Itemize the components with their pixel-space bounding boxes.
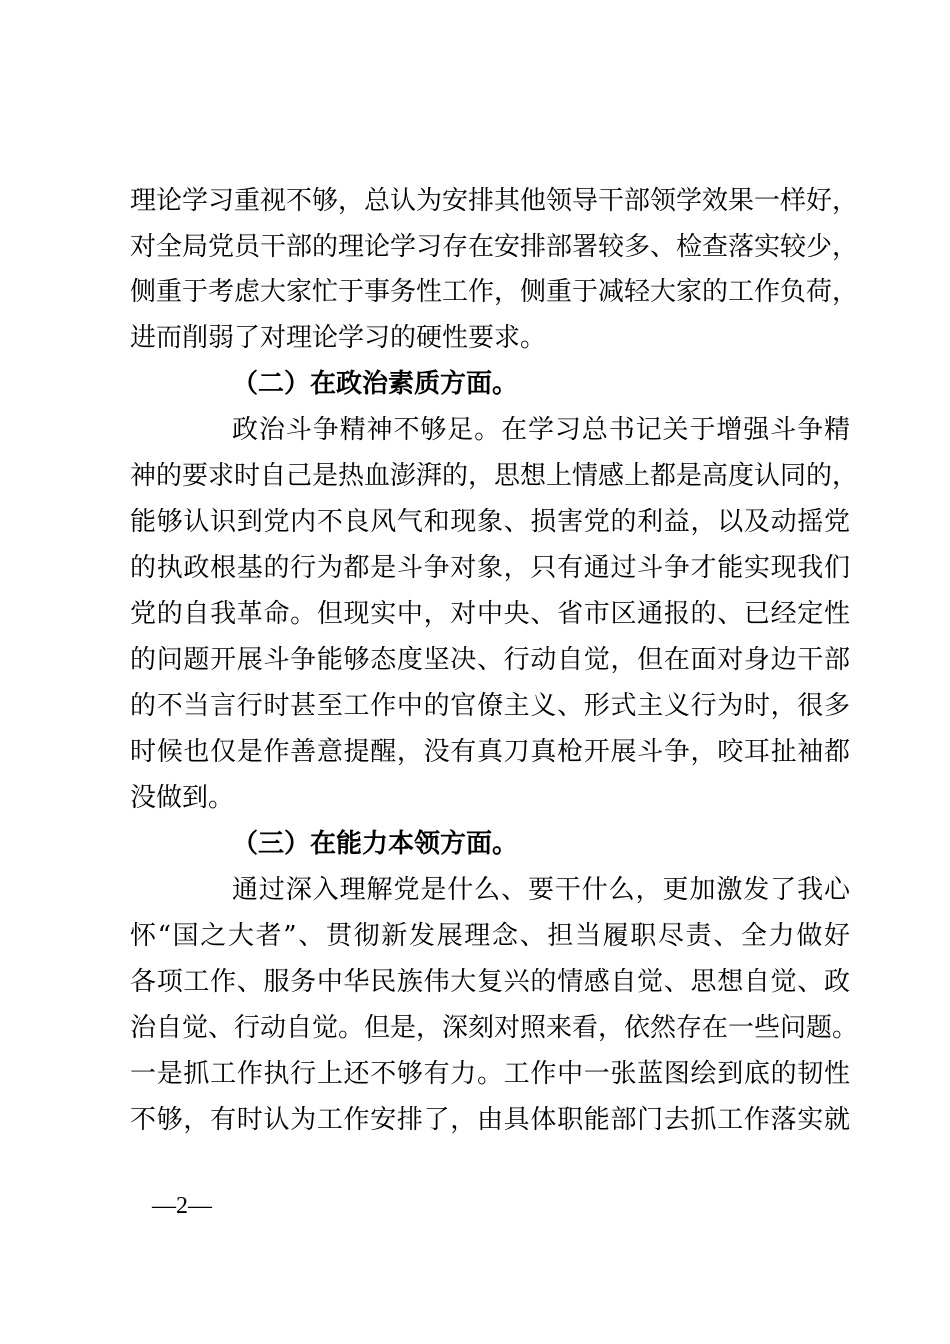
paragraph-line: 不够，有时认为工作安排了，由具体职能部门去抓工作落实就 bbox=[130, 1105, 850, 1135]
paragraph-line: 没做到。 bbox=[130, 783, 235, 813]
paragraph-line: 一是抓工作执行上还不够有力。工作中一张蓝图绘到底的韧性 bbox=[130, 1059, 850, 1089]
paragraph-line: 通过深入理解党是什么、要干什么，更加激发了我心 bbox=[232, 875, 850, 905]
paragraph-line: 对全局党员干部的理论学习存在安排部署较多、检查落实较少， bbox=[130, 232, 859, 262]
paragraph-line: 进而削弱了对理论学习的硬性要求。 bbox=[130, 323, 547, 353]
paragraph-line: 理论学习重视不够，总认为安排其他领导干部领学效果一样好， bbox=[130, 186, 859, 216]
paragraph-line: 党的自我革命。但现实中，对中央、省市区通报的、已经定性 bbox=[130, 599, 850, 629]
paragraph-line: 治自觉、行动自觉。但是，深刻对照来看，依然存在一些问题。 bbox=[130, 1013, 859, 1043]
paragraph-line: 的执政根基的行为都是斗争对象，只有通过斗争才能实现我们 bbox=[130, 553, 850, 583]
section-heading-3: （三）在能力本领方面。 bbox=[232, 829, 519, 859]
paragraph-line: 怀“国之大者”、贯彻新发展理念、担当履职尽责、全力做好 bbox=[130, 921, 850, 951]
paragraph-line: 政治斗争精神不够足。在学习总书记关于增强斗争精 bbox=[232, 415, 850, 445]
paragraph-line: 时候也仅是作善意提醒，没有真刀真枪开展斗争，咬耳扯袖都 bbox=[130, 737, 850, 767]
paragraph-line: 的问题开展斗争能够态度坚决、行动自觉，但在面对身边干部 bbox=[130, 645, 850, 675]
paragraph-line: 侧重于考虑大家忙于事务性工作，侧重于减轻大家的工作负荷， bbox=[130, 277, 859, 307]
paragraph-line: 能够认识到党内不良风气和现象、损害党的利益，以及动摇党 bbox=[130, 507, 850, 537]
paragraph-line: 各项工作、服务中华民族伟大复兴的情感自觉、思想自觉、政 bbox=[130, 967, 850, 997]
paragraph-line: 的不当言行时甚至工作中的官僚主义、形式主义行为时，很多 bbox=[130, 691, 850, 721]
page-number: —2— bbox=[152, 1193, 212, 1219]
paragraph-line: 神的要求时自己是热血澎湃的，思想上情感上都是高度认同的， bbox=[130, 461, 859, 491]
section-heading-2: （二）在政治素质方面。 bbox=[232, 369, 519, 399]
